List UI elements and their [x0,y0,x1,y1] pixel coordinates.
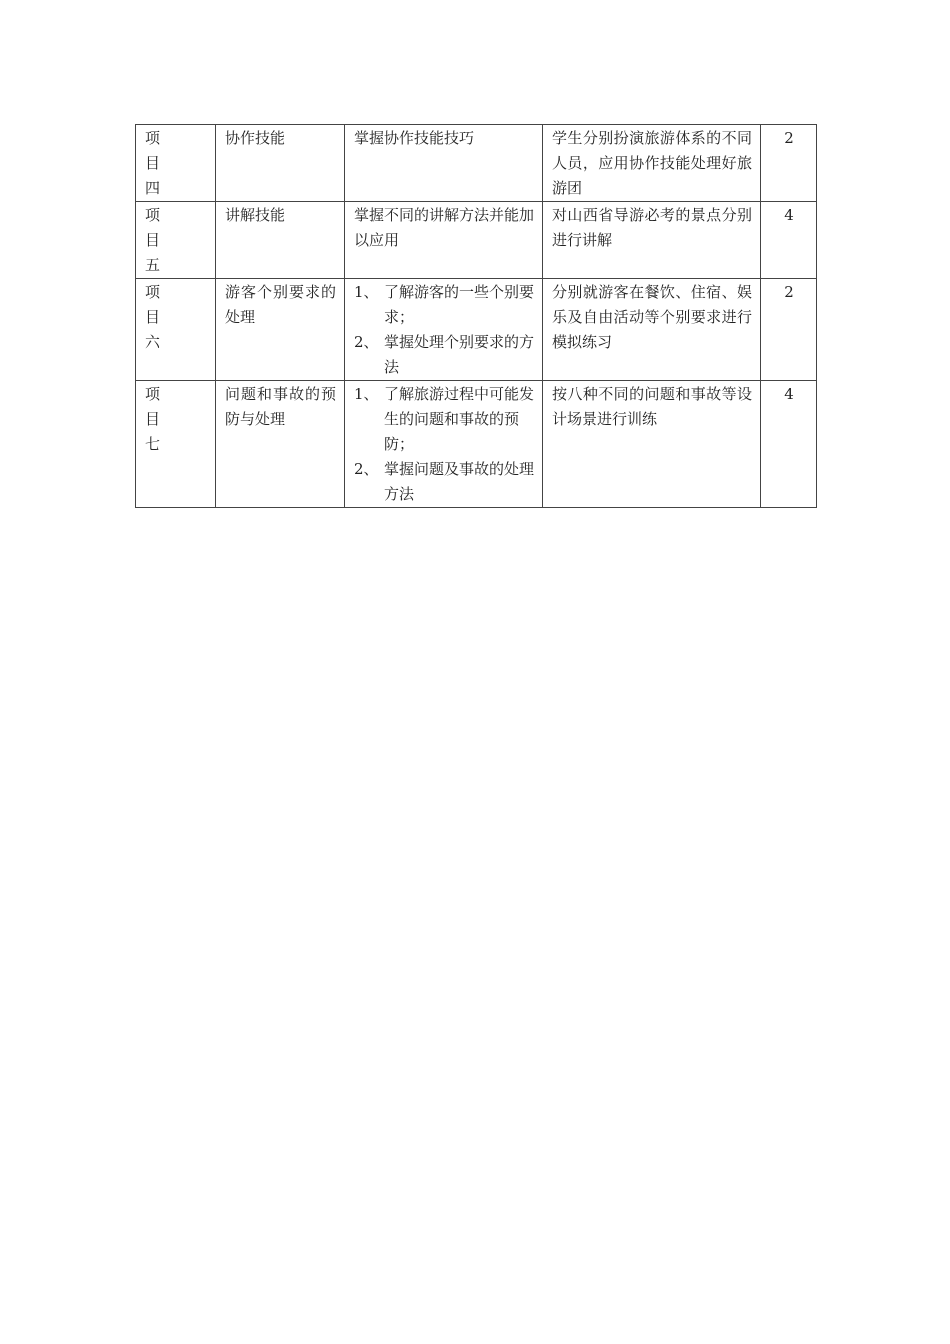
goal-cell [345,381,543,508]
table-row [136,202,817,279]
table-row [136,279,817,381]
goal-cell: 掌握协作技能技巧 [345,125,543,202]
table-row [136,381,817,508]
project-cell: 项 目 六 [136,279,216,381]
goal-list [354,382,534,507]
goal-cell [345,279,543,381]
hours-cell: 2 [761,279,817,381]
skill-name-cell: 游客个别要求的处理 [216,279,345,381]
task-cell: 分别就游客在餐饮、住宿、娱乐及自由活动等个别要求进行模拟练习 [543,279,761,381]
project-cell: 项 目 四 [136,125,216,202]
skill-name-cell: 讲解技能 [216,202,345,279]
list-item: 1、 了解旅游过程中可能发生的问题和事故的预防； [354,385,535,453]
hours-cell: 4 [761,381,817,508]
goal-cell: 掌握不同的讲解方法并能加以应用 [345,202,543,279]
project-cell: 项 目 七 [136,381,216,508]
hours-cell: 2 [761,125,817,202]
task-cell: 按八种不同的问题和事故等设计场景进行训练 [543,381,761,508]
training-table [135,124,817,508]
list-item: 2、 掌握问题及事故的处理方法 [354,460,535,503]
project-cell: 项 目 五 [136,202,216,279]
goal-list [354,280,534,380]
skill-name-cell: 问题和事故的预防与处理 [216,381,345,508]
task-cell: 对山西省导游必考的景点分别进行讲解 [543,202,761,279]
skill-name-cell: 协作技能 [216,125,345,202]
table-row [136,125,817,202]
task-cell: 学生分别扮演旅游体系的不同人员，应用协作技能处理好旅游团 [543,125,761,202]
list-item: 1、 了解游客的一些个别要求； [354,283,535,326]
list-item: 2、 掌握处理个别要求的方法 [354,333,535,376]
hours-cell: 4 [761,202,817,279]
